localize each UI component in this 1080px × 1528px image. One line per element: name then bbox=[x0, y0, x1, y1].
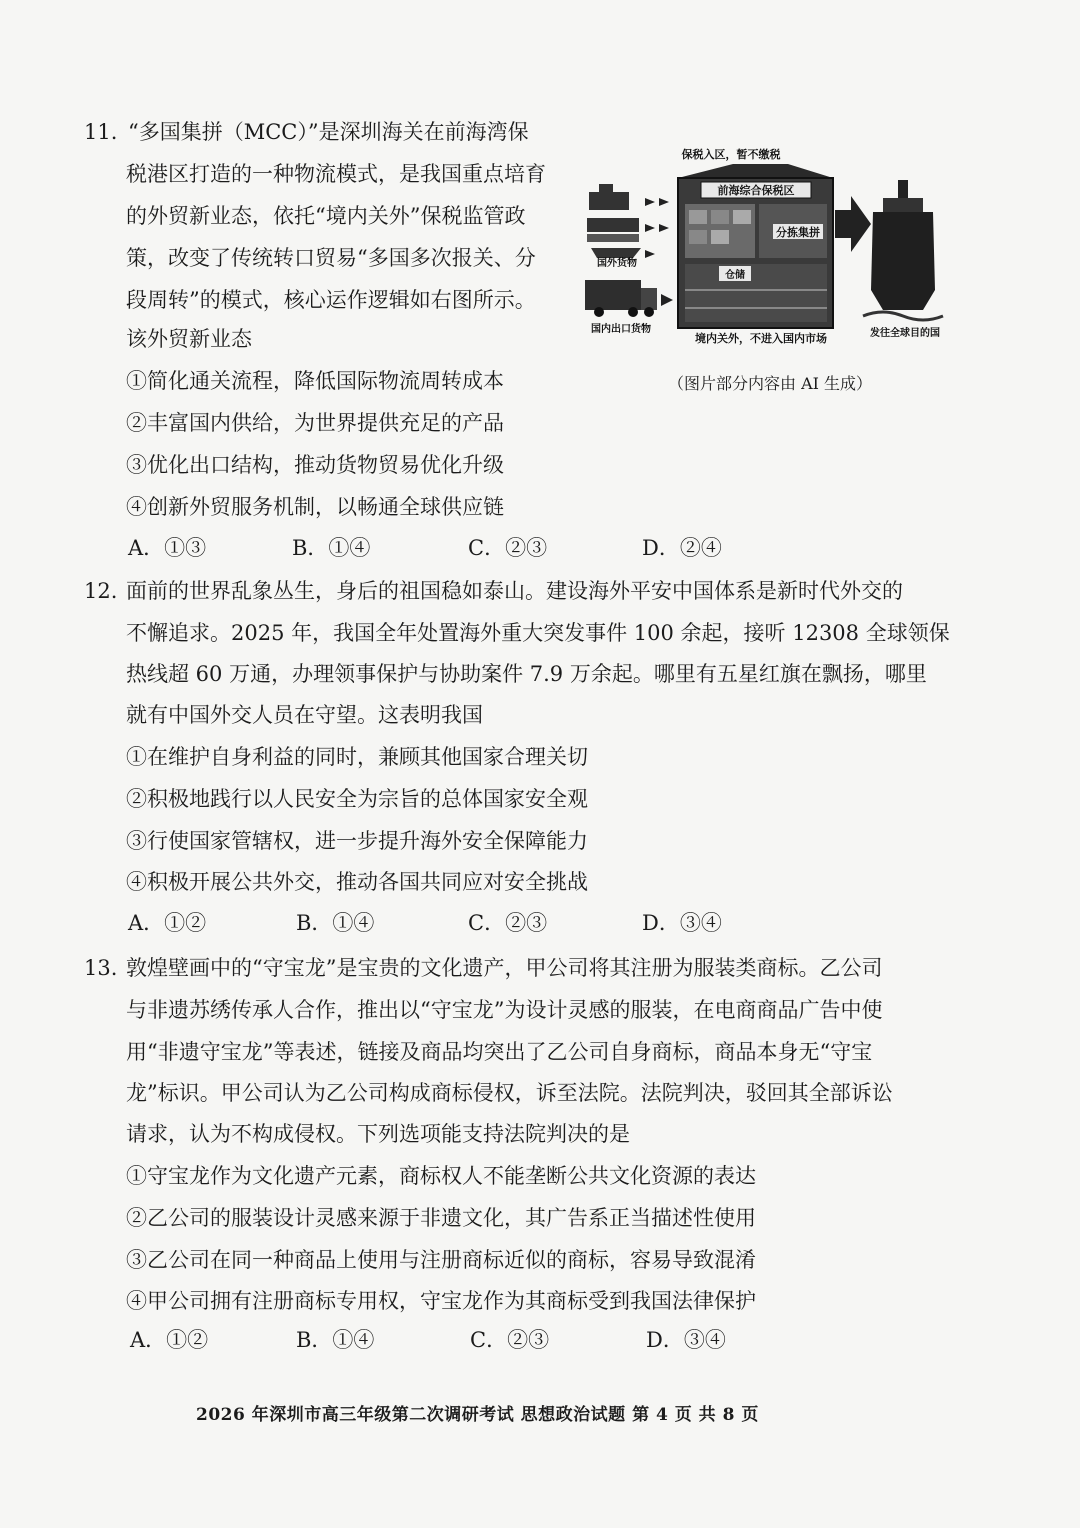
q13-stem-line: 用“非遗守宝龙”等表述，链接及商品均突出了乙公司自身商标，商品本身无“守宝 bbox=[126, 1040, 873, 1064]
q12-stem-line: 就有中国外交人员在守望。这表明我国 bbox=[126, 703, 483, 727]
q11-statement-4: ④创新外贸服务机制，以畅通全球供应链 bbox=[126, 495, 504, 519]
figure-caption: （图片部分内容由 AI 生成） bbox=[668, 374, 873, 393]
arrow-right-icon bbox=[835, 196, 871, 252]
q11-stem-line: 的外贸新业态，依托“境内关外”保税监管政 bbox=[126, 204, 526, 228]
q12-option-b[interactable]: B．①④ bbox=[296, 911, 375, 935]
q13-statement-4: ④甲公司拥有注册商标专用权，守宝龙作为其商标受到我国法律保护 bbox=[126, 1289, 756, 1313]
q13-stem-line: 敦煌壁画中的“守宝龙”是宝贵的文化遗产，甲公司将其注册为服装类商标。乙公司 bbox=[126, 956, 883, 980]
fig-label-foreign: 国外货物 bbox=[597, 258, 637, 269]
q13-option-a[interactable]: A．①② bbox=[130, 1328, 209, 1352]
page-footer: 2026 年深圳市高三年级第二次调研考试 思想政治试题 第 4 页 共 8 页 bbox=[196, 1405, 759, 1425]
q11-statement-1: ①简化通关流程，降低国际物流周转成本 bbox=[126, 369, 504, 393]
q13-option-c[interactable]: C．②③ bbox=[470, 1328, 550, 1352]
q12-number: 12. bbox=[84, 579, 118, 603]
q13-option-d[interactable]: D．③④ bbox=[646, 1328, 726, 1352]
q11-option-a[interactable]: A．①③ bbox=[128, 536, 207, 560]
q11-option-c[interactable]: C．②③ bbox=[468, 536, 548, 560]
q11-stem-line: 税港区打造的一种物流模式，是我国重点培育 bbox=[126, 162, 546, 186]
fig-label-top: 保税入区，暂不缴税 bbox=[681, 148, 781, 161]
q12-statement-2: ②积极地践行以人民安全为宗旨的总体国家安全观 bbox=[126, 787, 588, 811]
fig-label-domestic: 国内出口货物 bbox=[591, 324, 651, 335]
cargo-ship-icon bbox=[863, 180, 943, 320]
warehouse-roof-icon bbox=[678, 164, 833, 178]
q11-stem-line: 该外贸新业态 bbox=[126, 327, 252, 351]
fig-label-storage: 仓储 bbox=[725, 270, 745, 281]
q13-number: 13. bbox=[84, 956, 118, 980]
q11-stem-line: 策，改变了传统转口贸易“多国多次报关、分 bbox=[126, 246, 536, 270]
q13-statement-3: ③乙公司在同一种商品上使用与注册商标近似的商标，容易导致混淆 bbox=[126, 1248, 756, 1272]
fig-label-building: 前海综合保税区 bbox=[717, 184, 795, 197]
q12-option-c[interactable]: C．②③ bbox=[468, 911, 548, 935]
q11-statement-3: ③优化出口结构，推动货物贸易优化升级 bbox=[126, 453, 504, 477]
q13-statement-1: ①守宝龙作为文化遗产元素，商标权人不能垄断公共文化资源的表达 bbox=[126, 1164, 756, 1188]
q12-statement-1: ①在维护自身利益的同时，兼顾其他国家合理关切 bbox=[126, 745, 588, 769]
fig-label-dest: 发往全球目的国 bbox=[870, 328, 940, 339]
q11-stem-line: “多国集拼（MCC）”是深圳海关在前海湾保 bbox=[128, 120, 529, 144]
fig-label-bottom: 境内关外，不进入国内市场 bbox=[695, 332, 827, 345]
foreign-goods-icon bbox=[587, 184, 641, 258]
q11-stem-line: 段周转”的模式，核心运作逻辑如右图所示。 bbox=[126, 288, 536, 312]
q12-statement-3: ③行使国家管辖权，进一步提升海外安全保障能力 bbox=[126, 829, 588, 853]
q11-number: 11. bbox=[84, 120, 118, 144]
q13-stem-line: 龙”标识。甲公司认为乙公司构成商标侵权，诉至法院。法院判决，驳回其全部诉讼 bbox=[126, 1081, 893, 1105]
q12-statement-4: ④积极开展公共外交，推动各国共同应对安全挑战 bbox=[126, 870, 588, 894]
truck-icon bbox=[585, 280, 657, 317]
q11-option-b[interactable]: B．①④ bbox=[292, 536, 371, 560]
q12-stem-line: 不懈追求。2025 年，我国全年处置海外重大突发事件 100 余起，接听 12308 全球领保 bbox=[126, 621, 950, 645]
q13-option-b[interactable]: B．①④ bbox=[296, 1328, 375, 1352]
q11-option-d[interactable]: D．②④ bbox=[642, 536, 722, 560]
q12-option-d[interactable]: D．③④ bbox=[642, 911, 722, 935]
q13-stem-line: 请求，认为不构成侵权。下列选项能支持法院判决的是 bbox=[126, 1122, 630, 1146]
q12-stem-line: 面前的世界乱象丛生，身后的祖国稳如泰山。建设海外平安中国体系是新时代外交的 bbox=[126, 579, 903, 603]
q13-statement-2: ②乙公司的服装设计灵感来源于非遗文化，其广告系正当描述性使用 bbox=[126, 1206, 756, 1230]
fig-label-sort: 分拣集拼 bbox=[776, 226, 820, 239]
logistics-figure bbox=[583, 140, 963, 360]
q11-statement-2: ②丰富国内供给，为世界提供充足的产品 bbox=[126, 411, 504, 435]
q12-stem-line: 热线超 60 万通，办理领事保护与协助案件 7.9 万余起。哪里有五星红旗在飘扬，哪里 bbox=[126, 662, 927, 686]
q13-stem-line: 与非遗苏绣传承人合作，推出以“守宝龙”为设计灵感的服装，在电商商品广告中使 bbox=[126, 998, 883, 1022]
q12-option-a[interactable]: A．①② bbox=[128, 911, 207, 935]
